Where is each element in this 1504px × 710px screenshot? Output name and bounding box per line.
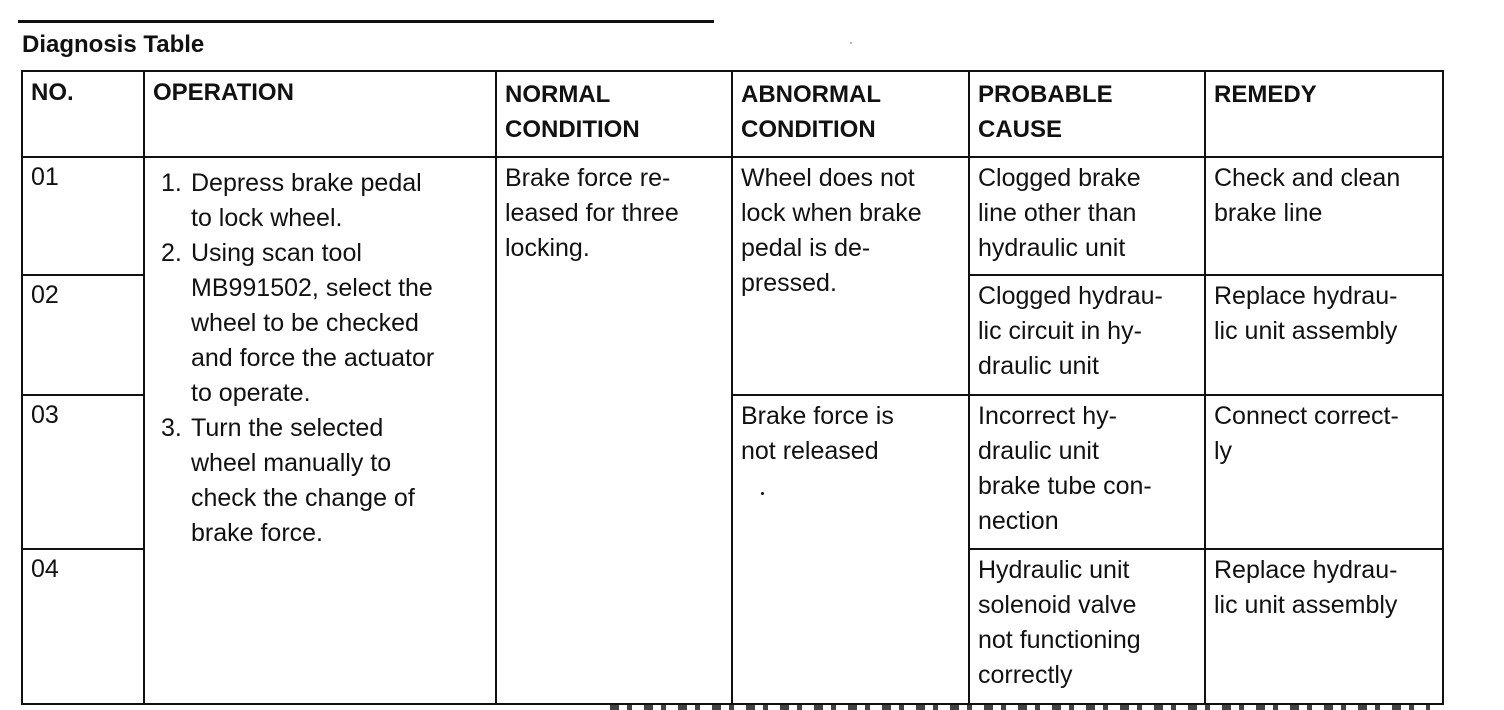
normal-condition-cell: Brake force re- leased for three locking.	[496, 157, 732, 704]
row-number: 02	[22, 275, 144, 395]
remedy-cell: Connect correct- ly	[1205, 395, 1443, 549]
remedy-cell: Replace hydrau- lic unit assembly	[1205, 549, 1443, 704]
operation-steps	[153, 161, 487, 551]
header-no: NO.	[22, 71, 144, 157]
step-number: 1.	[161, 169, 182, 197]
operation-cell	[144, 157, 496, 704]
probable-cause-cell: Clogged hydrau- lic circuit in hy- draulic unit	[969, 275, 1205, 395]
remedy-cell: Check and clean brake line	[1205, 157, 1443, 275]
step-text: Turn the selected wheel manually to check the change of brake force.	[191, 414, 415, 547]
row-number: 04	[22, 549, 144, 704]
abnormal-condition-cell: Brake force is not released	[732, 395, 969, 704]
abnormal-condition-cell: Wheel does not lock when brake pedal is de- pressed.	[732, 157, 969, 395]
diagnosis-table	[21, 70, 1444, 705]
operation-step	[161, 411, 487, 551]
step-number: 3.	[161, 414, 182, 442]
step-text: Depress brake pedal to lock wheel.	[191, 169, 422, 232]
header-remedy: REMEDY	[1205, 71, 1443, 157]
header-probable-cause: PROBABLE CAUSE	[969, 71, 1205, 157]
step-text: Using scan tool MB991502, select the wheel to be checked and force the actuator to operate.	[191, 239, 435, 407]
probable-cause-cell: Hydraulic unit solenoid valve not functioning correctly	[969, 549, 1205, 704]
operation-step	[161, 166, 487, 236]
table-title: Diagnosis Table	[22, 31, 205, 58]
top-rule	[18, 20, 714, 23]
header-abnormal-condition: ABNORMAL CONDITION	[732, 71, 969, 157]
row-number: 03	[22, 395, 144, 549]
probable-cause-cell: Incorrect hy- draulic unit brake tube con- nection	[969, 395, 1205, 549]
probable-cause-cell: Clogged brake line other than hydraulic unit	[969, 157, 1205, 275]
operation-step	[161, 236, 487, 411]
row-number: 01	[22, 157, 144, 275]
header-normal-condition: NORMAL CONDITION	[496, 71, 732, 157]
remedy-cell: Replace hydrau- lic unit assembly	[1205, 275, 1443, 395]
header-operation: OPERATION	[144, 71, 496, 157]
scan-speck	[850, 42, 852, 44]
header-row	[22, 71, 1443, 157]
table-row	[22, 157, 1443, 275]
step-number: 2.	[161, 239, 182, 267]
